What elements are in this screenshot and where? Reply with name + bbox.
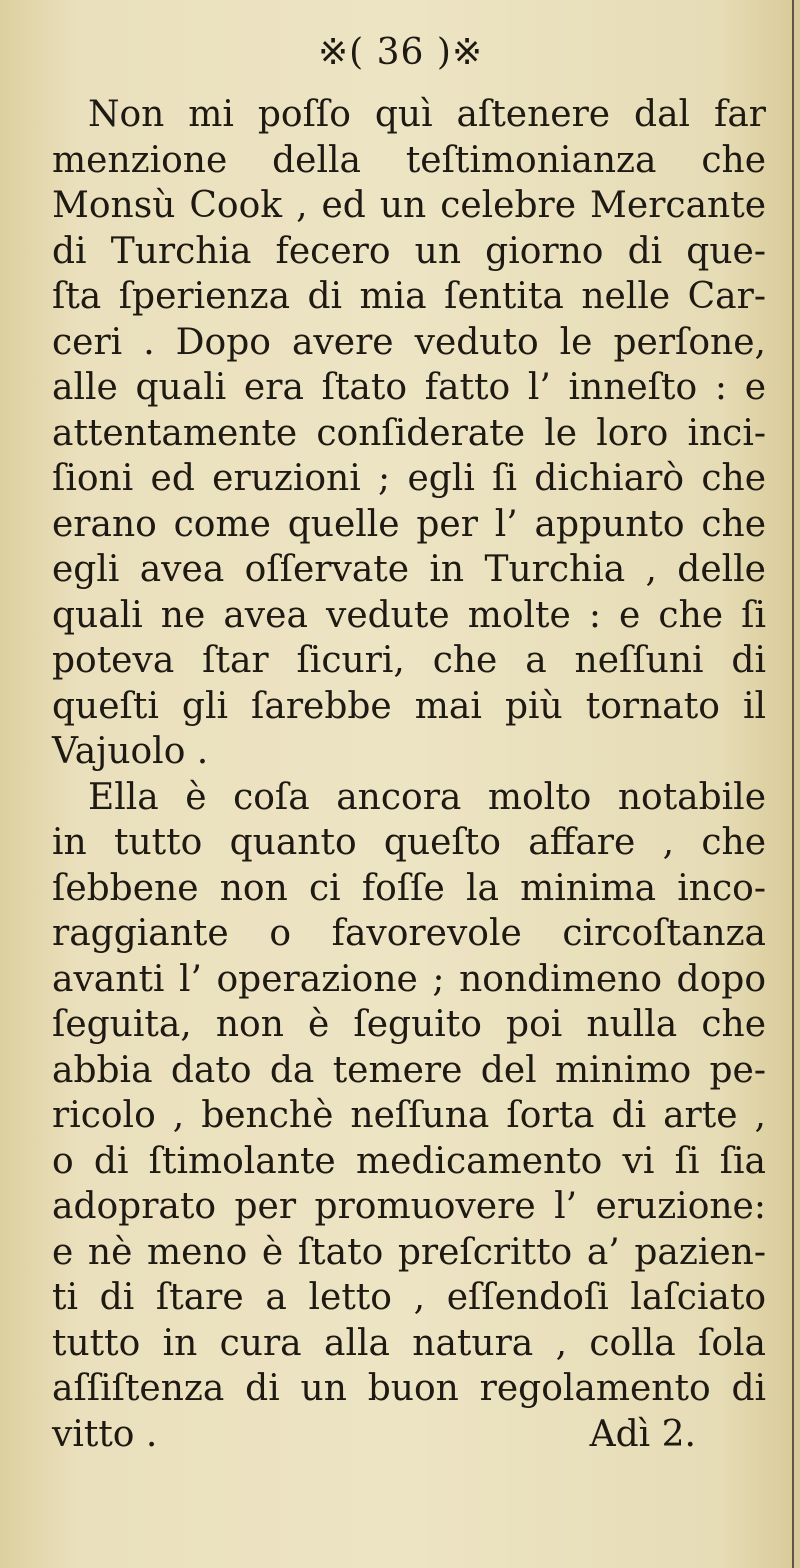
text-line: adoprato per promuovere l’ eruzione: [52,1186,766,1227]
text-line: di Turchia fecero un giorno di que- [52,230,766,272]
body-text [52,92,766,1457]
text-line: menzione della teſtimonianza che [52,139,766,181]
text-line: Vajuolo . [52,731,209,772]
text-line: ceri . Dopo avere veduto le perſone, [52,321,766,363]
page-edge [792,0,794,1568]
text-line: poteva ſtar ſicuri, che a neſſuni di [52,640,766,681]
text-line: avanti l’ operazione ; nondimeno dopo [52,958,766,1000]
final-line [52,1412,766,1458]
text-line: vitto . [52,1413,158,1455]
text-line: quali ne avea vedute molte : e che ſi [52,594,766,636]
page-number-header: ※( 36 )※ [318,32,484,73]
text-line: ſeguita, non è ſeguito poi nulla che [52,1004,766,1045]
text-line: ſioni ed eruzioni ; egli ſi dichiarò che [52,458,766,499]
text-line: abbia dato da temere del minimo pe- [52,1049,766,1091]
text-line: attentamente conſiderate le loro inci- [52,412,766,454]
text-line: aſſiſtenza di un buon regolamento di [52,1368,766,1409]
text-line: raggiante o favorevole circoſtanza [52,913,766,954]
text-line: queſti gli ſarebbe mai più tornato il [52,685,766,727]
catchword: Adì 2. [589,1413,696,1455]
text-line: Non mi poſſo quì aſtenere dal far [88,94,766,135]
text-line: Ella è coſa ancora molto notabile [88,776,766,818]
text-line: Monsù Cook , ed un celebre Mercante [52,185,766,226]
text-line: o di ſtimolante medicamento vi ſi ſia [52,1140,766,1182]
text-line: alle quali era ſtato fatto l’ inneſto : e [52,367,766,408]
text-line: tutto in cura alla natura , colla ſola [52,1322,766,1364]
text-line: in tutto quanto queſto affare , che [52,822,766,863]
text-line: erano come quelle per l’ appunto che [52,503,766,545]
text-line: egli avea oſſervate in Turchia , delle [52,549,766,590]
text-line: ricolo , benchè neſſuna ſorta di arte , [52,1095,766,1136]
text-line: ti di ſtare a letto , eſſendoſi laſciato [52,1277,766,1318]
text-line: ſebbene non ci foſſe la minima inco- [52,867,766,909]
text-line: ſta ſperienza di mia ſentita nelle Car- [52,276,766,317]
text-line: e nè meno è ſtato preſcritto a’ pazien- [52,1231,766,1273]
